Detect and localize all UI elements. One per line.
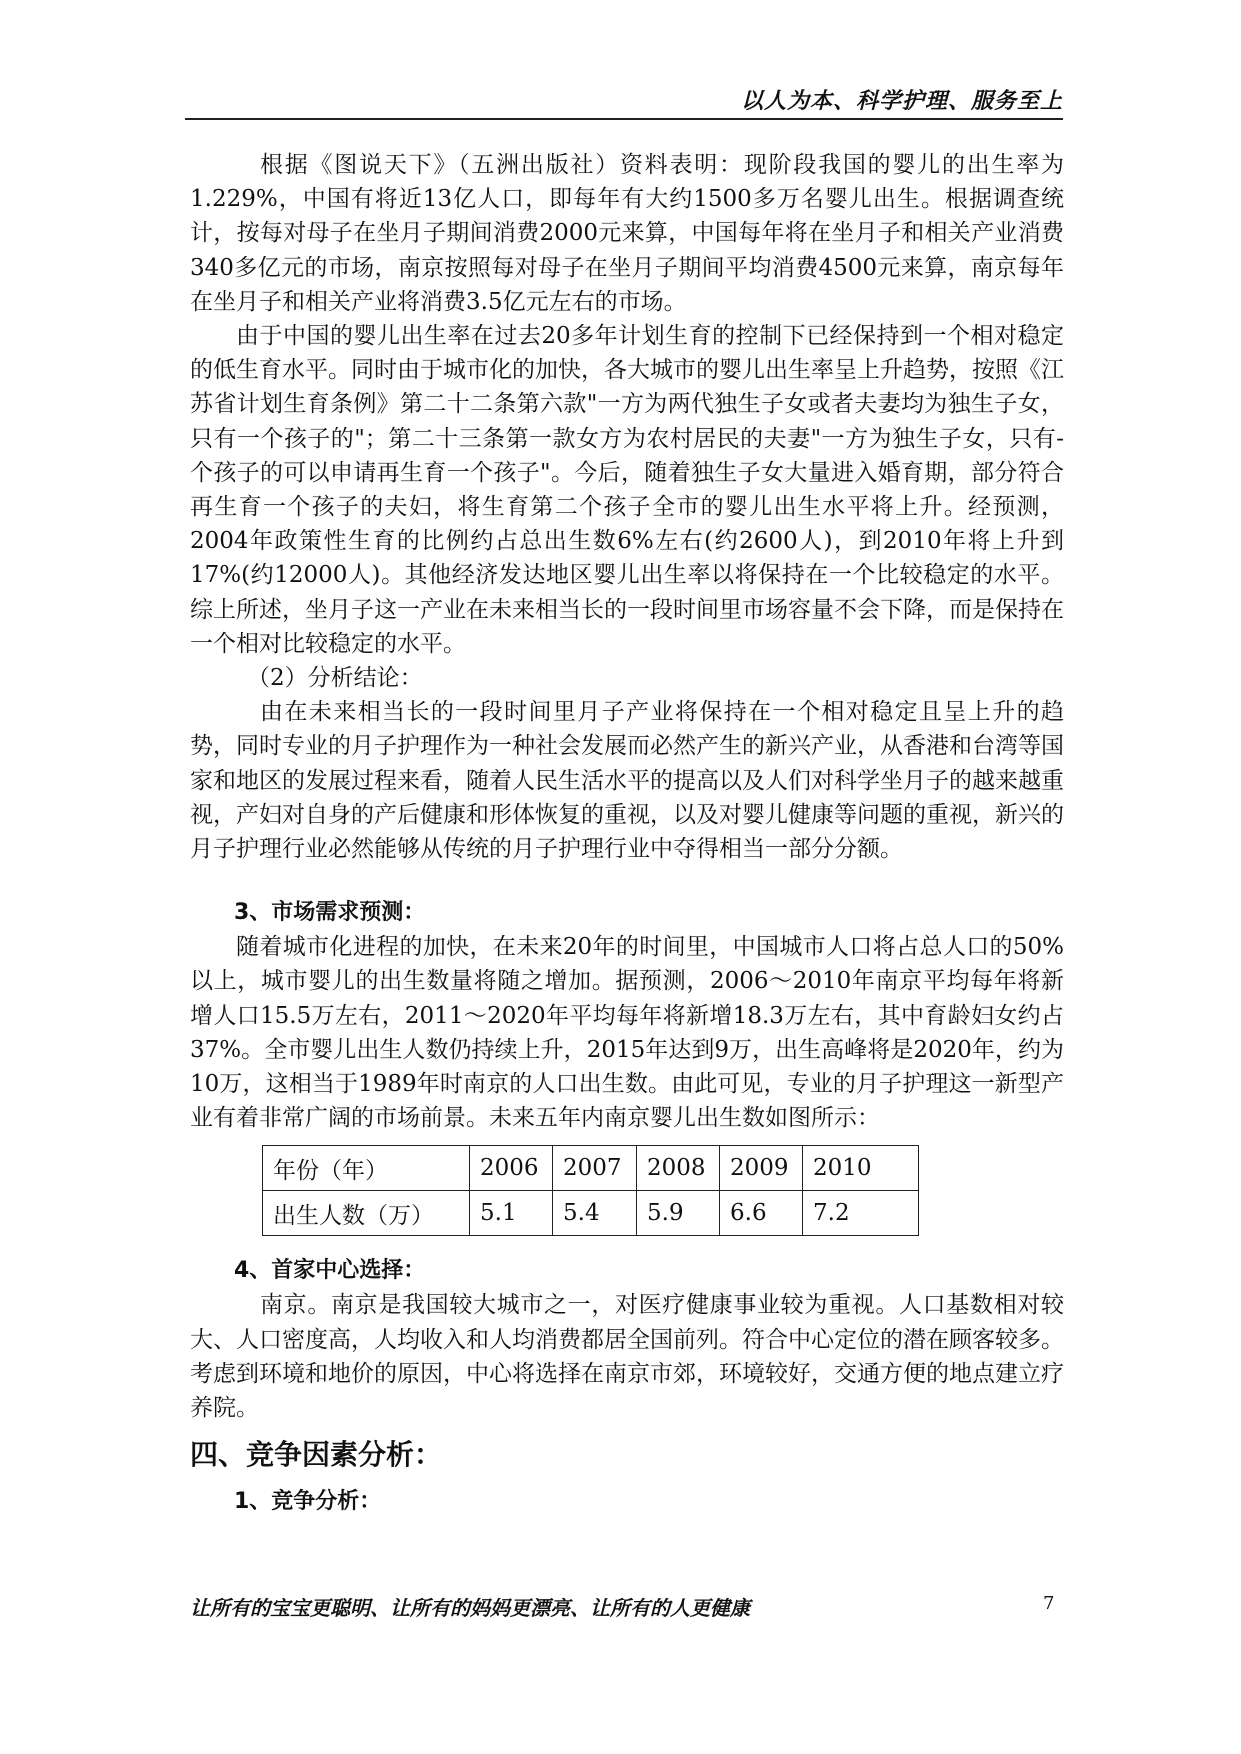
table-cell: 2008 [637, 1146, 720, 1191]
heading-market-demand: 3、市场需求预测： [234, 900, 426, 926]
table-cell-births-header: 出生人数（万） [263, 1191, 470, 1236]
heading-competition-analysis: 1、竞争分析： [234, 1489, 382, 1515]
paragraph-center-selection: 南京。南京是我国较大城市之一，对医疗健康事业较为重视。人口基数相对较大、人口密度高，人均收入和人均消费都居全国前列。符合中心定位的潜在顾客较多。考虑到环境和地价的原因，中心将选择在南京市郊，环境较好，交通方便的地点建立疗养院。 [190, 1292, 1064, 1422]
table-cell: 2010 [803, 1146, 919, 1191]
paragraph-conclusion: 由在未来相当长的一段时间里月子产业将保持在一个相对稳定且呈上升的趋势，同时专业的月子护理作为一种社会发展而必然产生的新兴产业，从香港和台湾等国家和地区的发展过程来看，随着人民生活水平的提高以及人们对科学坐月子的越来越重视，产妇对自身的产后健康和形体恢复的重视，以及对婴儿健康等问题的重视，新兴的月子护理行业必然能够从传统的月子护理行业中夺得相当一部分分额。 [190, 699, 1064, 863]
label-analysis-conclusion: （2）分析结论： [247, 665, 423, 692]
table-cell: 5.1 [470, 1191, 553, 1236]
spacer [190, 1477, 1064, 1485]
paragraph-birth-policy: 由于中国的婴儿出生率在过去20多年计划生育的控制下已经保持到一个相对稳定的低生育水平。同时由于城市化的加快，各大城市的婴儿出生率呈上升趋势，按照《江苏省计划生育条例》第二十二条第六款"一方为两代独生子女或者夫妻均为独生子女，只有一个孩子的"；第二十三条第一款女方为农村居民的夫妻"一方为独生子女，只有-个孩子的可以申请再生育一个孩子"。今后，随着独生子女大量进入婚育期，部分符合再生育一个孩子的夫妇，将生育第二个孩子全市的婴儿出生水平将上升。经预测，2004年政策性生育的比例约占总出生数6%左右(约2600人)，到2010年将上升到17%(约12000人)。其他经济发达地区婴儿出生率以将保持在一个比较稳定的水平。综上所述，坐月子这一产业在未来相当长的一段时间里市场容量不会下降，而是保持在一个相对比较稳定的水平。 [190, 323, 1064, 657]
table-cell: 5.4 [553, 1191, 637, 1236]
heading-center-selection: 4、首家中心选择： [234, 1258, 426, 1284]
table-row [263, 1146, 919, 1191]
page-content [190, 148, 1064, 1519]
table-cell: 7.2 [803, 1191, 919, 1236]
section-heading-competition-factors: 四、竞争因素分析： [190, 1438, 443, 1472]
header-rule [185, 118, 1063, 120]
table-cell: 2007 [553, 1146, 637, 1191]
table-cell: 2006 [470, 1146, 553, 1191]
births-table [262, 1145, 919, 1236]
table-cell: 6.6 [720, 1191, 803, 1236]
footer-slogan: 让所有的宝宝更聪明、让所有的妈妈更漂亮、让所有的人更健康 [190, 1596, 750, 1620]
header-slogan: 以人为本、科学护理、服务至上 [740, 88, 1063, 114]
table-cell-year-header: 年份（年） [263, 1146, 470, 1191]
paragraph-birth-rate: 根据《图说天下》（五洲出版社）资料表明：现阶段我国的婴儿的出生率为1.229%，中国有将近13亿人口，即每年有大约1500多万名婴儿出生。根据调查统计，按每对母子在坐月子期间消费2000元来算，中国每年将在坐月子和相关产业消费340多亿元的市场，南京按照每对母子在坐月子期间平均消费4500元来算，南京每年在坐月子和相关产业将消费3.5亿元左右的市场。 [190, 152, 1064, 315]
table-row [263, 1191, 919, 1236]
spacer [190, 1425, 1064, 1433]
paragraph-market-demand: 随着城市化进程的加快，在未来20年的时间里，中国城市人口将占总人口的50%以上，城市婴儿的出生数量将随之增加。据预测，2006～2010年南京平均每年将新增人口15.5万左右，2011～2020年平均每年将新增18.3万左右，其中育龄妇女约占37%。全市婴儿出生人数仍持续上升，2015年达到9万，出生高峰将是2020年，约为10万，这相当于1989年时南京的人口出生数。由此可见，专业的月子护理这一新型产业有着非常广阔的市场前景。未来五年内南京婴儿出生数如图所示： [190, 934, 1064, 1132]
table-cell: 5.9 [637, 1191, 720, 1236]
spacer [190, 866, 1064, 896]
page-number: 7 [1043, 1593, 1055, 1614]
table-cell: 2009 [720, 1146, 803, 1191]
